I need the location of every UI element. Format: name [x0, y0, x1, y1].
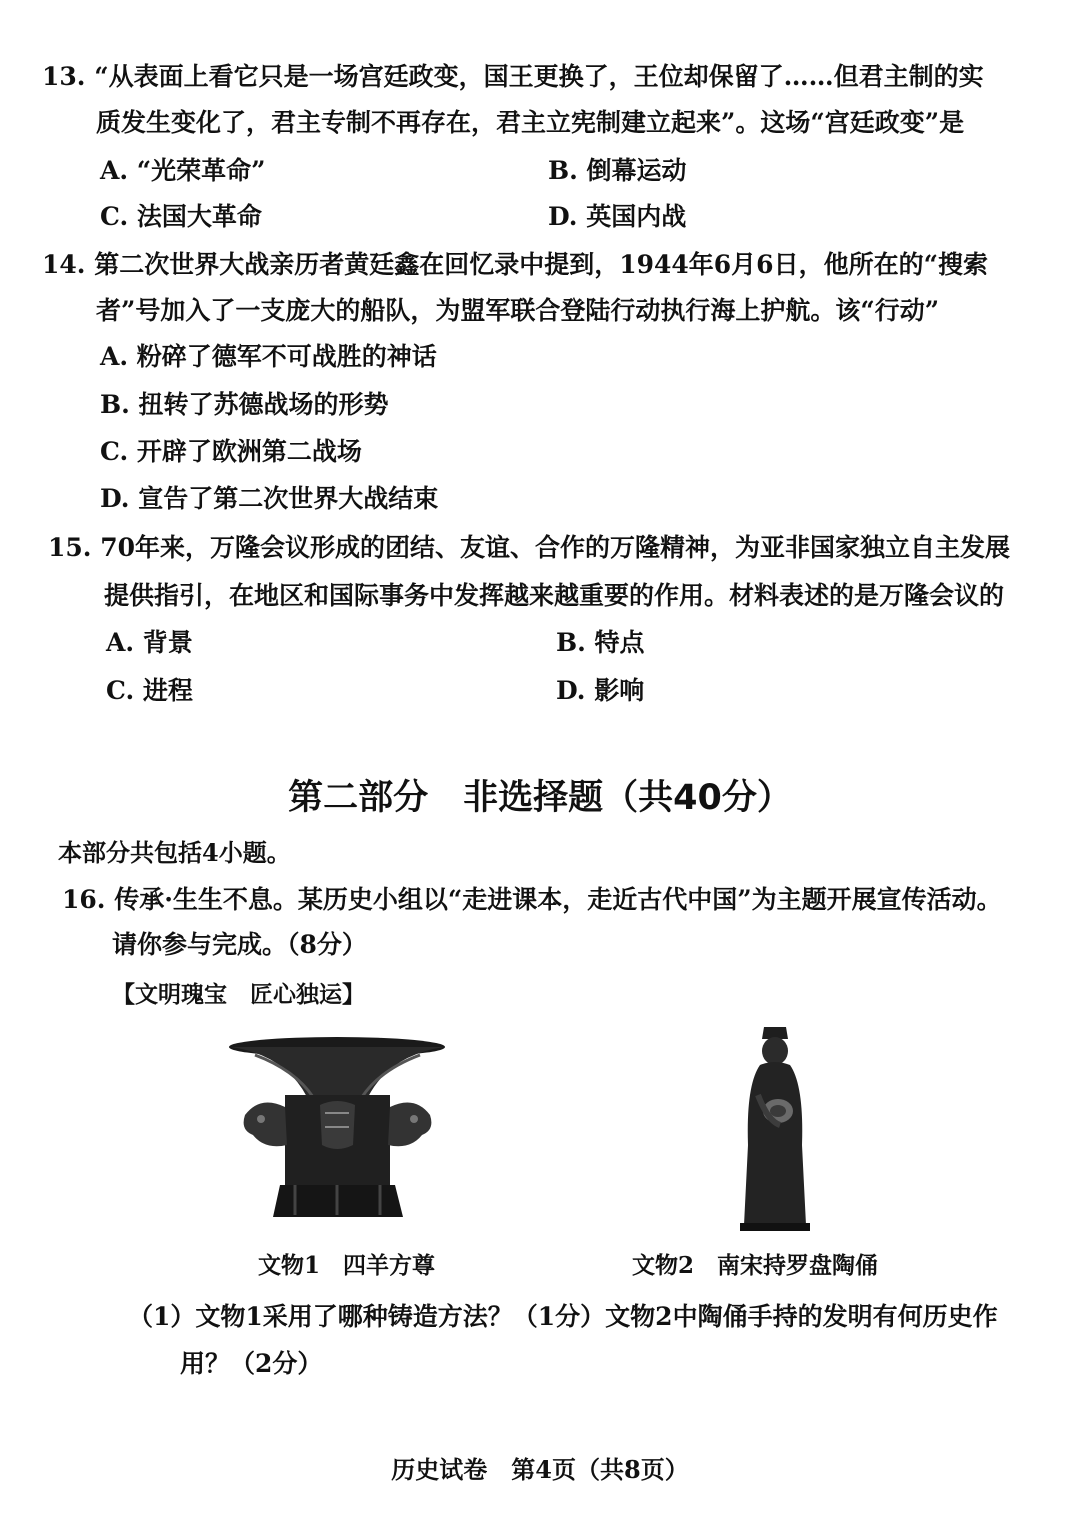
- q14-line-2: 者”号加入了一支庞大的船队，为盟军联合登陆行动执行海上护航。该“行动”: [96, 296, 940, 325]
- section-title: 第二部分 非选择题（共40分）: [288, 778, 792, 818]
- q15-option-d: D. 影响: [556, 676, 645, 705]
- section-note: 本部分共包括4小题。: [58, 838, 291, 867]
- q13-option-d: D. 英国内战: [548, 202, 687, 231]
- q16-line-1: 16. 传承·生生不息。某历史小组以“走进课本，走近古代中国”为主题开展宣传活动。: [62, 885, 1002, 914]
- q14-option-a: A. 粉碎了德军不可战胜的神话: [100, 342, 437, 371]
- q16-line-2: 请你参与完成。（8分）: [112, 930, 367, 959]
- q13-line-2: 质发生变化了，君主专制不再存在，君主立宪制建立起来”。这场“宫廷政变”是: [96, 108, 965, 137]
- artifact-1-image: [225, 1035, 450, 1220]
- q14-option-c: C. 开辟了欧洲第二战场: [100, 437, 362, 466]
- q15-option-b: B. 特点: [556, 628, 645, 657]
- q13-option-a: A. “光荣革命”: [100, 156, 266, 185]
- q13-option-b: B. 倒幕运动: [548, 156, 687, 185]
- q15-option-a: A. 背景: [106, 628, 193, 657]
- q13-option-c: C. 法国大革命: [100, 202, 262, 231]
- artifact-2-caption: 文物2 南宋持罗盘陶俑: [632, 1252, 879, 1279]
- q13-line-1: 13. “从表面上看它只是一场宫廷政变，国王更换了，王位却保留了……但君主制的实: [42, 62, 984, 91]
- q14-line-1: 14. 第二次世界大战亲历者黄廷鑫在回忆录中提到，1944年6月6日，他所在的“搜索: [42, 250, 988, 279]
- q16-subquestion-1-line-2: 用？（2分）: [180, 1349, 323, 1378]
- artifact-1-caption: 文物1 四羊方尊: [258, 1252, 436, 1279]
- artifact-2-image: [730, 1025, 820, 1235]
- q15-line-2: 提供指引，在地区和国际事务中发挥越来越重要的作用。材料表述的是万隆会议的: [104, 581, 1005, 610]
- page-footer: 历史试卷 第4页（共8页）: [391, 1455, 689, 1484]
- q14-option-d: D. 宣告了第二次世界大战结束: [100, 484, 439, 513]
- q14-option-b: B. 扭转了苏德战场的形势: [100, 390, 389, 419]
- q15-line-1: 15. 70年来，万隆会议形成的团结、友谊、合作的万隆精神，为亚非国家独立自主发展: [48, 533, 1010, 562]
- q16-subtitle: 【文明瑰宝 匠心独运】: [112, 981, 365, 1008]
- q16-subquestion-1-line-1: （1）文物1采用了哪种铸造方法？（1分）文物2中陶俑手持的发明有何历史作: [128, 1302, 998, 1331]
- q15-option-c: C. 进程: [106, 676, 193, 705]
